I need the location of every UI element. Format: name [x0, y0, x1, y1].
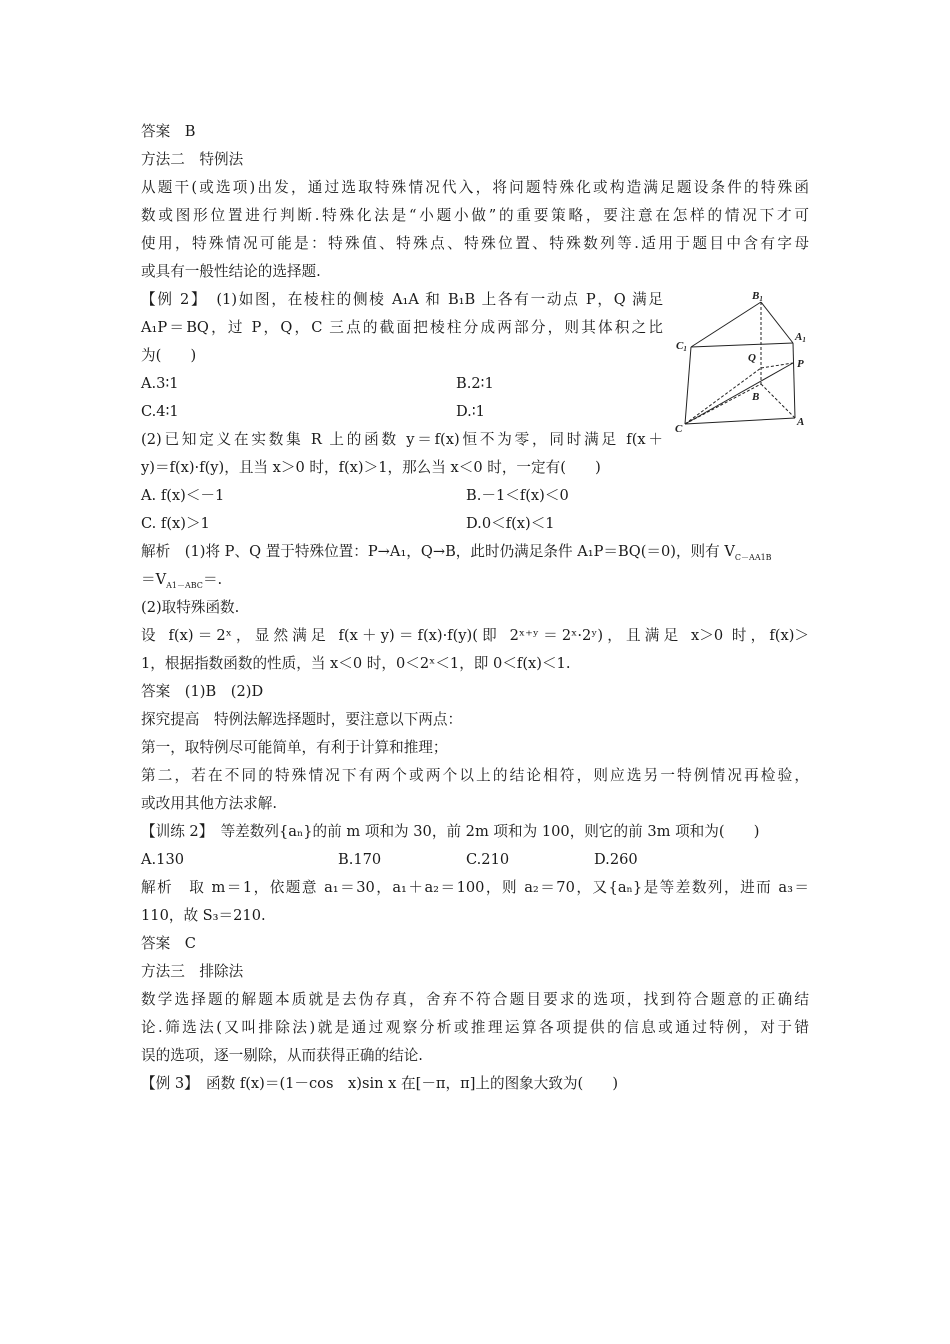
paragraph-line: 数学选择题的解题本质就是去伪存真，舍弃不符合题目要求的选项，找到符合题意的正确结: [141, 991, 809, 1008]
section-c-p: [685, 363, 793, 424]
volume-subscript: A1－ABC: [166, 580, 203, 590]
option-a: A. f(x)＜－1: [141, 487, 225, 504]
paragraph-line: 误的选项，逐一剔除，从而获得正确的结论.: [141, 1047, 423, 1064]
solution-line: 设 f(x)＝2ˣ，显然满足 f(x＋y)＝f(x)·f(y)(即 2ˣ⁺ʸ＝2ˣ·2ʸ)，且满足 x＞0 时，f(x)＞: [141, 627, 809, 644]
solution-text: ＝.: [202, 571, 223, 588]
option-c: C. f(x)＞1: [141, 515, 210, 532]
example-2-line: 【例 2】 (1)如图，在棱柱的侧棱 A₁A 和 B₁B 上各有一动点 P，Q 满足: [141, 291, 663, 308]
answer-line-1: 答案 B: [141, 123, 196, 140]
label-c1: C1: [676, 340, 687, 353]
label-q: Q: [748, 352, 756, 364]
solution-line: 解析 取 m＝1，依题意 a₁＝30，a₁＋a₂＝100，则 a₂＝70，又{aₙ}是等差数列，进而 a₃＝: [141, 879, 809, 896]
solution-line: 110，故 S₃＝210.: [141, 907, 266, 924]
option-a: A.130: [141, 851, 185, 868]
option-b: B.170: [338, 851, 382, 868]
paragraph-line: 或具有一般性结论的选择题.: [141, 263, 321, 280]
practice-2-line: 【训练 2】 等差数列{aₙ}的前 m 项和为 30，前 2m 项和为 100，则它的前 3m 项和为( ): [141, 823, 760, 840]
answer-line-3: 答案 C: [141, 935, 196, 952]
answer-line-2: 答案 (1)B (2)D: [141, 683, 264, 700]
edge-c1-a1: [691, 343, 793, 347]
edge-b1-c1: [691, 302, 761, 347]
paragraph-line: 数或图形位置进行判断.特殊化法是“小题小做”的重要策略，要注意在怎样的情况下才可: [141, 207, 809, 224]
method-2-heading: 方法二 特例法: [141, 151, 244, 168]
label-a1: A1: [795, 331, 806, 344]
solution-text: ＝V: [141, 571, 167, 588]
label-c: C: [675, 423, 683, 435]
insight-line: 或改用其他方法求解.: [141, 795, 277, 812]
example-2-part2-line: (2)已知定义在实数集 R 上的函数 y＝f(x)恒不为零，同时满足 f(x＋: [141, 431, 663, 448]
option-c: C.4∶1: [141, 403, 179, 420]
method-3-heading: 方法三 排除法: [141, 963, 244, 980]
volume-subscript: C－AA1B: [734, 552, 772, 562]
section-c-q: [685, 368, 761, 424]
edge-c-a: [685, 418, 795, 424]
label-b1: B1: [752, 290, 763, 303]
example-2-part2-line: y)＝f(x)·f(y)，且当 x＞0 时，f(x)＞1，那么当 x＜0 时，一定有( ): [141, 459, 601, 476]
solution-line: [141, 541, 772, 569]
insight-heading: 探究提高 特例法解选择题时，要注意以下两点：: [141, 711, 463, 728]
solution-line: [141, 569, 222, 597]
insight-line: 第二，若在不同的特殊情况下有两个或两个以上的结论相符，则应选另一特例情况再检验，: [141, 767, 809, 784]
option-b: B.2∶1: [456, 375, 494, 392]
option-b: B.－1＜f(x)＜0: [466, 487, 569, 504]
option-d: D.0＜f(x)＜1: [466, 515, 555, 532]
edge-c1-c: [685, 347, 691, 424]
paragraph-line: 论.筛选法(又叫排除法)就是通过观察分析或推理运算各项提供的信息或通过特例，对于错: [141, 1019, 809, 1036]
edge-a1-a: [793, 343, 795, 418]
example-2-line: A₁P＝BQ，过 P，Q，C 三点的截面把棱柱分成两部分，则其体积之比: [141, 319, 663, 336]
label-a: A: [797, 416, 805, 428]
paragraph-line: 使用，特殊情况可能是：特殊值、特殊点、特殊位置、特殊数列等.适用于题目中含有字母: [141, 235, 809, 252]
edge-b-a-hidden: [761, 384, 795, 418]
label-p: P: [797, 358, 804, 370]
example-2-line: 为( ): [141, 347, 197, 364]
label-b: B: [752, 391, 760, 403]
prism-figure: [672, 288, 812, 438]
solution-text: 解析 (1)将 P、Q 置于特殊位置：P→A₁，Q→B，此时仍满足条件 A₁P＝BQ(＝0)，则有 V: [141, 543, 735, 560]
option-a: A.3∶1: [141, 375, 179, 392]
solution-line: (2)取特殊函数.: [141, 599, 240, 616]
solution-line: 1，根据指数函数的性质，当 x＜0 时，0＜2ˣ＜1，即 0＜f(x)＜1.: [141, 655, 571, 672]
edge-b1-a1: [761, 302, 793, 343]
option-d: D.260: [594, 851, 638, 868]
option-d: D.∶1: [456, 403, 485, 420]
example-3-line: 【例 3】 函数 f(x)＝(1－cos x)sin x 在[－π，π]上的图象大致为( ): [141, 1075, 619, 1092]
paragraph-line: 从题干(或选项)出发，通过选取特殊情况代入，将问题特殊化或构造满足题设条件的特殊函: [141, 179, 809, 196]
insight-line: 第一，取特例尽可能简单，有利于计算和推理；: [141, 739, 448, 756]
option-c: C.210: [466, 851, 510, 868]
